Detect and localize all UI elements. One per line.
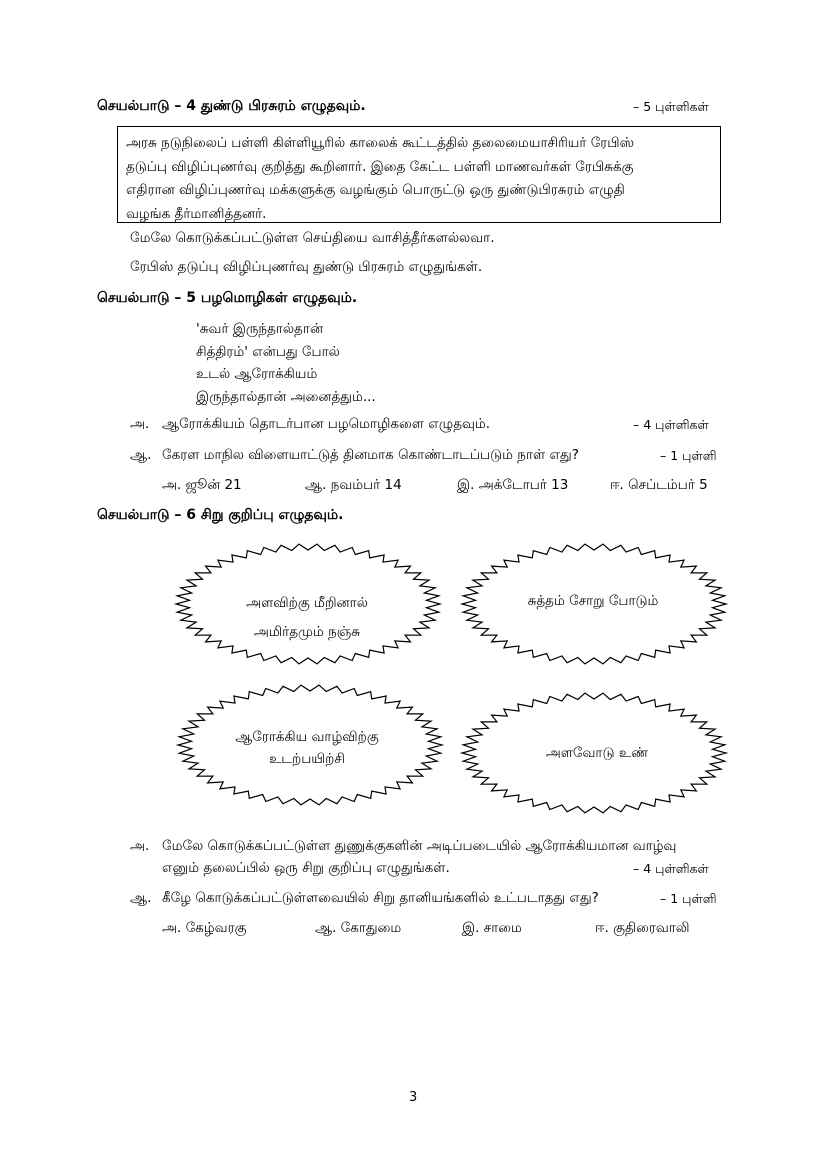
bubble-text: உடற்பயிற்சி: [269, 751, 345, 767]
activity6-qa-line1: மேலே கொடுக்கப்பட்டுள்ள துணுக்குகளின் அடிப்படையில் ஆரோக்கியமான வாழ்வு: [162, 838, 677, 854]
activity5-qa-marks: – 4 புள்ளிகள்: [633, 417, 709, 432]
activity6-option-a: அ. கேழ்வரகு: [162, 920, 247, 936]
bubble-3: [207, 726, 407, 770]
activity5-qa-label: அ.: [130, 416, 150, 432]
activity4-marks: – 5 புள்ளிகள்: [633, 99, 709, 114]
passage-line: அரசு நடுநிலைப் பள்ளி கிள்ளியூரில் காலைக் கூட்டத்தில் தலைமையாசிரியர் ரேபிஸ்: [126, 135, 635, 151]
bubble-4: [497, 745, 697, 763]
activity6-option-c: இ. சாமை: [462, 920, 522, 936]
activity6-option-d: ஈ. குதிரைவாலி: [595, 920, 690, 936]
activity5-qb-marks: – 1 புள்ளி: [660, 448, 717, 463]
poem-line: இருந்தால்தான் அனைத்தும்...: [196, 388, 376, 405]
page-number: 3: [409, 1090, 418, 1105]
activity5-qa-text: ஆரோக்கியம் தொடர்பான பழமொழிகளை எழுதவும்.: [162, 416, 491, 432]
bubble-2: [493, 593, 693, 611]
bubble-1: [207, 589, 407, 647]
activity5-option-c: இ. அக்டோபர் 13: [457, 477, 569, 493]
poem-line: 'சுவர் இருந்தால்தான்: [196, 321, 324, 337]
activity5-option-a: அ. ஜூன் 21: [162, 477, 242, 493]
passage-line: வழங்க தீர்மானித்தனர்.: [126, 205, 267, 222]
activity6-qb-marks: – 1 புள்ளி: [660, 891, 717, 906]
passage-line: எதிரான விழிப்புணர்வு மக்களுக்கு வழங்கும் பொருட்டு ஒரு துண்டுபிரசுரம் எழுதி: [126, 182, 625, 198]
activity6-option-b: ஆ. கோதுமை: [315, 920, 402, 936]
bubble-text: ஆரோக்கிய வாழ்விற்கு: [235, 729, 379, 745]
activity6-qa-line2: எனும் தலைப்பில் ஒரு சிறு குறிப்பு எழுதுங்கள்.: [162, 860, 450, 876]
activity6-heading: செயல்பாடு – 6 சிறு குறிப்பு எழுதவும்.: [97, 507, 344, 523]
bubble-text: அமிர்தமும் நஞ்சு: [253, 624, 361, 640]
activity6-qb-label: ஆ.: [130, 890, 152, 906]
activity5-option-d: ஈ. செப்டம்பர் 5: [610, 477, 708, 493]
activity6-qb-text: கீழே கொடுக்கப்பட்டுள்ளவையில் சிறு தானியங்களில் உட்படாதது எது?: [162, 890, 599, 906]
activity5-option-b: ஆ. நவம்பர் 14: [305, 477, 402, 493]
activity5-qb-label: ஆ.: [130, 447, 152, 463]
poem-line: சித்திரம்' என்பது போல்: [196, 343, 340, 360]
activity6-qa-marks: – 4 புள்ளிகள்: [633, 861, 709, 876]
poem-line: உடல் ஆரோக்கியம்: [196, 366, 318, 382]
activity4-heading: செயல்பாடு – 4 துண்டு பிரசுரம் எழுதவும்.: [97, 98, 366, 114]
bubble-text: சுத்தம் சோறு போடும்: [527, 593, 659, 609]
activity5-qb-text: கேரள மாநில விளையாட்டுத் தினமாக கொண்டாடப்படும் நாள் எது?: [162, 447, 579, 463]
activity6-qa-label: அ.: [130, 838, 150, 854]
activity4-instruction-2: ரேபிஸ் தடுப்பு விழிப்புணர்வு துண்டு பிரசுரம் எழுதுங்கள்.: [130, 259, 483, 275]
activity4-instruction-1: மேலே கொடுக்கப்பட்டுள்ள செய்தியை வாசித்தீர்களல்லவா.: [130, 230, 495, 246]
bubble-text: அளவோடு உண்: [545, 745, 649, 761]
activity5-heading: செயல்பாடு – 5 பழமொழிகள் எழுதவும்.: [97, 290, 358, 306]
passage-line: தடுப்பு விழிப்புணர்வு குறித்து கூறினார். இதை கேட்ட பள்ளி மாணவர்கள் ரேபிசுக்கு: [126, 158, 634, 175]
bubble-text: அளவிற்கு மீறினால்: [246, 595, 368, 611]
